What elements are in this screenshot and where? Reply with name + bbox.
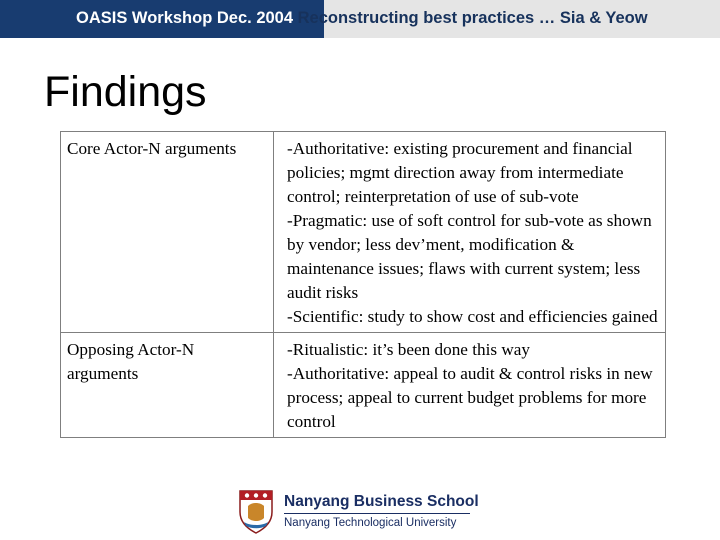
table-row bbox=[61, 333, 666, 438]
findings-table bbox=[60, 131, 666, 438]
argument-line: -Pragmatic: use of soft control for sub-vote as shown by vendor; less dev’ment, modification & maintenance issues; flaws with current system; less audit risks bbox=[287, 211, 652, 302]
argument-line: -Authoritative: appeal to audit & control risks in new process; appeal to current budget problems for more control bbox=[287, 364, 653, 431]
crest-icon bbox=[236, 488, 276, 534]
row-content bbox=[274, 333, 666, 438]
argument-line: -Scientific: study to show cost and efficiencies gained bbox=[287, 307, 658, 326]
argument-line: -Authoritative: existing procurement and financial policies; mgmt direction away from intermediate control; reinterpretation of use of sub-vote bbox=[287, 139, 633, 206]
header-event: OASIS Workshop Dec. 2004 bbox=[76, 9, 294, 27]
row-content bbox=[274, 132, 666, 333]
logo-divider bbox=[284, 513, 470, 514]
slide-header bbox=[0, 0, 720, 38]
row-label: Core Actor-N arguments bbox=[61, 132, 274, 333]
university-name: Nanyang Technological University bbox=[284, 517, 457, 529]
school-name: Nanyang Business School bbox=[284, 493, 479, 510]
school-logo bbox=[236, 488, 480, 534]
header-topic: Reconstructing best practices … Sia & Yeow bbox=[297, 9, 648, 27]
slide-title: Findings bbox=[44, 68, 207, 116]
table-row bbox=[61, 132, 666, 333]
argument-line: -Ritualistic: it’s been done this way bbox=[287, 340, 530, 359]
row-label: Opposing Actor-N arguments bbox=[61, 333, 274, 438]
